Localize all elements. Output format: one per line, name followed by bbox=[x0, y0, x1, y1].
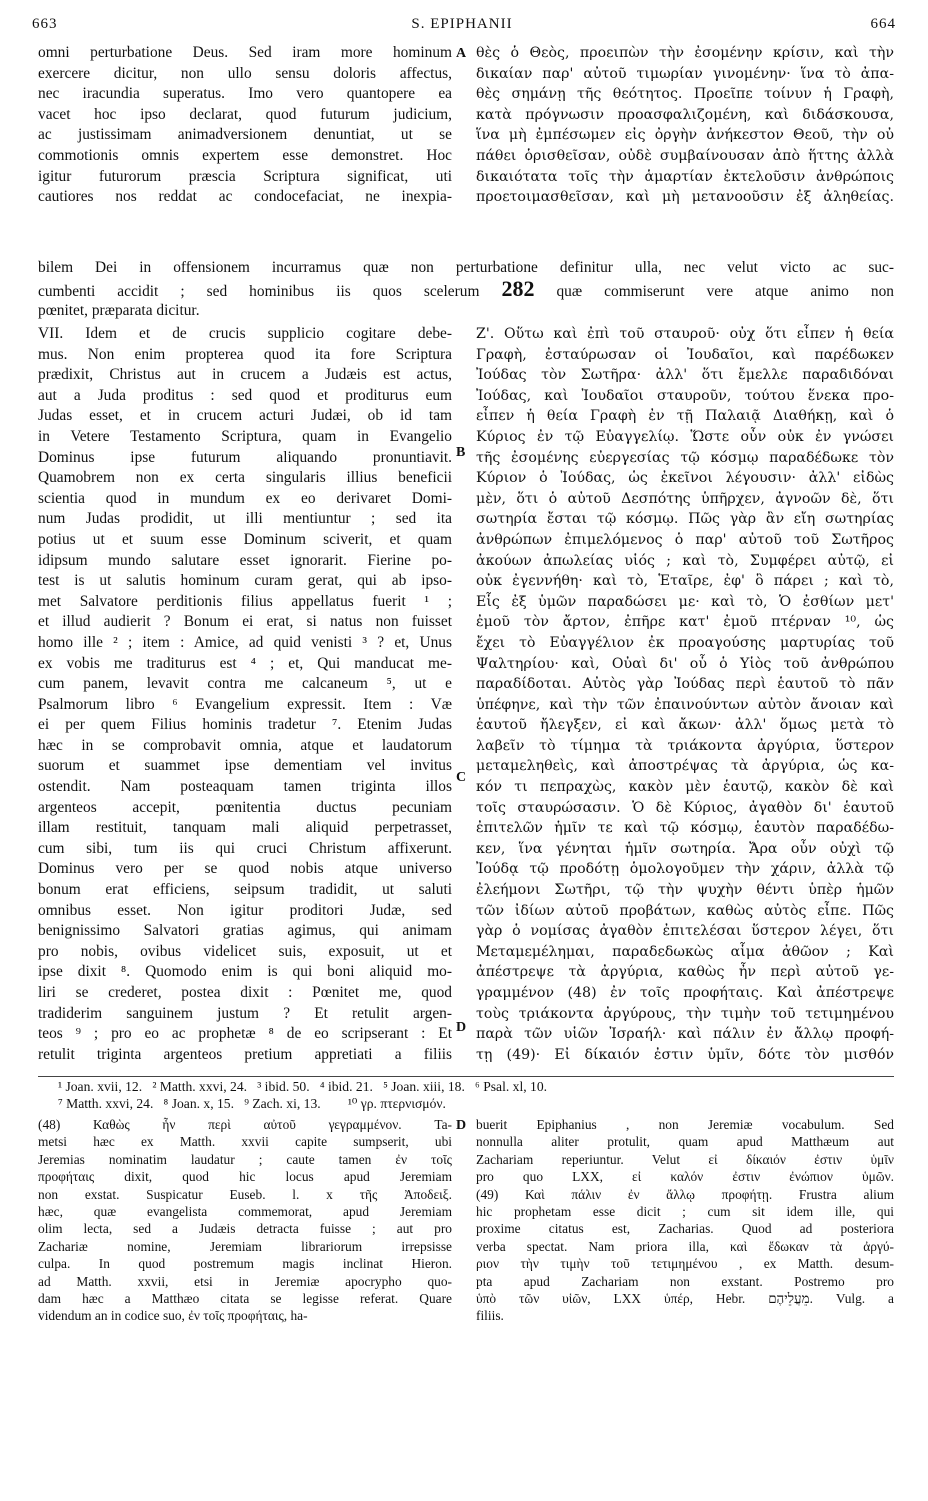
full-width-text bbox=[38, 258, 894, 321]
text-line: exercere dicitur, non ullo sensu doloris affectus, bbox=[38, 64, 452, 82]
text-line: argenteos accepit, pœnitentia ductus pecuniam bbox=[38, 798, 452, 816]
greek-text-line: Εἷς ἐξ ὑμῶν παραδώσει με· καὶ τὸ, Ὁ ἐσθίων μετ' bbox=[476, 593, 894, 610]
greek-text-line: Ψαλτηρίου· καὶ, Οὐαὶ δι' οὗ ὁ Υἱὸς τοῦ ἀνθρώπου bbox=[476, 655, 894, 672]
text-line: homo ille ² ; item : Amice, ad quid venisti ³ ? et, Unus bbox=[38, 633, 452, 651]
text-line: pro nobis, ovibus videlicet suis, exposuit, ut et bbox=[38, 942, 452, 960]
right-column-top bbox=[476, 43, 894, 208]
greek-text-line: δικαίαν παρ' αὐτοῦ τιμωρίαν γινομένην· ἵνα τὸ ἀπα- bbox=[476, 65, 894, 82]
text-line: suorum et suammet ipse dementiam vel invitus bbox=[38, 757, 452, 775]
notes-left-column bbox=[38, 1116, 452, 1325]
greek-text-line: ἑαυτοῦ ἤλεγξεν, εἰ καὶ ἄκων· ἀλλ' ὅμως μετὰ τὸ bbox=[476, 717, 894, 734]
text-line: Dominus ipse futurum aliquando pronuntiavit. bbox=[38, 448, 452, 466]
full-line-part: quæ commiserunt vere atque animo non bbox=[556, 282, 894, 300]
footnote-line: ¹ Joan. xvii, 12. ² Matth. xxvi, 24. ³ ibid. 50. ⁴ ibid. 21. ⁵ Joan. xiii, 18. ⁶ Psal. xl, 10. bbox=[58, 1079, 548, 1094]
note-line: verba spectat. Nam priora illa, καὶ ἔδωκαν τὰ ἀργύ- bbox=[476, 1238, 894, 1254]
note-line: buerit Epiphanius , non Jeremiæ vocabulum. Sed bbox=[476, 1117, 894, 1132]
greek-text-line: ἐπιτελῶν ἡμῖν τε καὶ τῷ κόσμῳ, ἑαυτὸν παραδέδω- bbox=[476, 820, 894, 837]
text-line: commotionis omnis expertem esse demonstret. Hoc bbox=[38, 146, 452, 164]
greek-text-line: κεν, ἵνα γένηται ἡμῖν σωτηρία. Ἄρα οὖν οὐχὶ τῷ bbox=[476, 840, 894, 857]
text-line: igitur futurorum præscia Scriptura significat, uti bbox=[38, 167, 452, 185]
text-line: hæc in se comprobavit omnia, atque et laudatorum bbox=[38, 736, 452, 754]
margin-marker-d: D bbox=[456, 1020, 467, 1035]
greek-text-line: λαβεῖν τὸ τίμημα τὰ τριάκοντα ἀργύρια, ὕστερον bbox=[476, 737, 894, 754]
page-number-right: 664 bbox=[870, 16, 896, 32]
greek-text-line: ἵνα μὴ ἐμπέσωμεν εἰς ὀργὴν ἀνήκεστον Θεοῦ, τὴν οὐ bbox=[476, 127, 894, 144]
margin-marker-c: C bbox=[456, 770, 467, 785]
greek-text-line: ἔχει τὸ Εὐαγγέλιον ἐκ προαγούσης μαρτυρίας τοῦ bbox=[476, 634, 894, 651]
text-line: nec iracundia superatus. Imo vero quantopere ea bbox=[38, 85, 452, 103]
note-line: culpa. In quod postremum magis inclinat Hieron. bbox=[38, 1256, 452, 1272]
text-line: mus. Non enim propterea quod ita fore Scriptura bbox=[38, 345, 452, 363]
footnotes bbox=[58, 1078, 894, 1112]
notes-right-column bbox=[476, 1116, 894, 1325]
text-line: illam restituit, tanquam mali aliquid perpetrasset, bbox=[38, 819, 452, 837]
greek-text-line: μὲν, ὅτι ὁ αὐτοῦ Δεσπότης ὑπῆρχεν, ἀγνοῶν δὲ, ὅτι bbox=[476, 490, 894, 507]
greek-text-line: Ἰούδᾳ τῷ προδότῃ ὁμολογοῦμεν τὴν χάριν, ἀλλὰ τῷ bbox=[476, 861, 894, 878]
greek-text-line: τῶν ἰδίων αὐτοῦ προβάτων, καθὼς αὐτὸς εἶπε. Πῶς bbox=[476, 902, 894, 919]
greek-text-line: Μεταμεμέλημαι, παραδεδωκὼς αἷμα ἀθῶον ; Καὶ bbox=[476, 943, 894, 960]
text-line: Psalmorum libro ⁶ Evangelium expressit. Item : Væ bbox=[38, 695, 452, 713]
note-line: nonnulla aliter protulit, quam apud Matthæum aut bbox=[476, 1134, 894, 1150]
text-line: ipse dixit ⁸. Quomodo enim is qui boni aliquid mo- bbox=[38, 963, 452, 981]
greek-text-line: θὲς σημάνῃ τῆς θεότητος. Προεῖπε τοίνυν ἡ Γραφὴ, bbox=[476, 86, 894, 103]
greek-text-line: πάθει ὁρισθεῖσαν, οὐδὲ συμβαίνουσαν ἀπὸ ἥττης ἀλλὰ bbox=[476, 147, 894, 164]
greek-text-line: οὐκ ἐγεννήθη· καὶ τὸ, Ἑταῖρε, ἐφ' ὃ πάρει ; καὶ τὸ, bbox=[476, 573, 894, 590]
text-line: teos ⁹ ; pro eo ac prophetæ ⁸ de eo scripserant : Et bbox=[38, 1025, 452, 1043]
note-line: filiis. bbox=[476, 1308, 504, 1324]
greek-text-line: σωτηρία ἔσται τῷ κόσμῳ. Πῶς γὰρ ἂν εἴη σωτηρίας bbox=[476, 511, 894, 528]
text-line: omnibus esset. Non igitur proditori Judæ, sed bbox=[38, 901, 452, 919]
text-line: VII. Idem et de crucis supplicio cogitare debe- bbox=[38, 325, 452, 342]
greek-text-line: ἐμοῦ τὸν ἄρτον, ἐπῆρε κατ' ἐμοῦ πτέρναν ¹⁰, ὡς bbox=[476, 614, 894, 631]
text-line: cum panem, levavit contra me calcaneum ⁵, ut e bbox=[38, 675, 452, 693]
text-line: scientia quod in mundum ex eo derivaret Domi- bbox=[38, 489, 452, 507]
note-line: (48) Καθὼς ἦν περὶ αὐτοῦ γεγραμμένον. Ta- bbox=[38, 1117, 452, 1132]
greek-text-line: κατὰ πρόγνωσιν προασφαλιζομένη, καὶ διδάσκουσα, bbox=[476, 106, 894, 123]
text-line: retulit triginta argenteos pretium appretiati a filiis bbox=[38, 1045, 452, 1063]
text-line: tradiderim sanguinem justum ? Et retulit argen- bbox=[38, 1004, 452, 1022]
full-line-part: cumbenti accidit ; sed hominibus iis quos scelerum bbox=[38, 282, 480, 300]
full-line: bilem Dei in offensionem incurramus quæ non perturbatione definitur ulla, nec velut victo ac suc- bbox=[38, 259, 894, 276]
running-header bbox=[22, 8, 902, 38]
greek-text-line: ἀνθρώπων ἐπιμελόμενος ὁ παρ' αὐτοῦ τοῦ Σωτῆρος bbox=[476, 531, 894, 548]
text-line: ac justissimam animadversionem denuntiat, ut se bbox=[38, 126, 452, 144]
note-line: proxime citatus est, Zacharias. Quod ad posteriora bbox=[476, 1221, 894, 1237]
greek-text-line: δικαιότατα τοῖς τὴν ἁμαρτίαν ἐκτελοῦσιν ἀνθρώποις bbox=[476, 168, 894, 185]
greek-text-line: Κύριον ὁ Ἰούδας, ὡς ἐκεῖνοι λέγουσιν· ἀλλ' εἰδὼς bbox=[476, 470, 894, 487]
note-line: videndum an in codice suo, ἐν τοῖς προφήταις, ha- bbox=[38, 1308, 308, 1324]
note-line: metsi hæc ex Matth. xxvii capite sumpserit, ubi bbox=[38, 1134, 452, 1150]
greek-text-line: προετοιμασθεῖσαν, καὶ μὴ μετανοοῦσιν ἐξ ἀληθείας. bbox=[476, 189, 894, 206]
text-line: vacet hoc ipso declarat, quod futurum judicium, bbox=[38, 105, 452, 123]
full-line: pœnitet, præparata dicitur. bbox=[38, 301, 200, 319]
greek-text-line: Ἰούδας, καὶ Ἰουδαῖοι σταυροῦν, τούτου ἕνεκα προ- bbox=[476, 387, 894, 404]
note-line: non exstat. Suspicatur Euseb. l. x τῆς Ἀποδειξ. bbox=[38, 1186, 452, 1202]
greek-text-line: ὑπέφηνε, καὶ τὴν τῶν ἐπαινούντων αὐτὸν ἄνοιαν καὶ bbox=[476, 696, 894, 713]
greek-text-line: ἀκούων ἀπωλείας υἱός ; καὶ τὸ, Συμφέρει αὐτῷ, εἰ bbox=[476, 552, 894, 569]
right-column-main bbox=[476, 324, 894, 1065]
text-line: potius ut et suum esse Dominum sciverit, et quam bbox=[38, 530, 452, 548]
note-line: hic prophetam esse dicit ; cum sit idem ille, qui bbox=[476, 1203, 894, 1219]
text-line: ei per quem Filius hominis tradetur ⁷. Etenim Judas bbox=[38, 716, 452, 734]
footnote-line: ⁷ Matth. xxvi, 24. ⁸ Joan. x, 15. ⁹ Zach. xi, 13. ¹⁰ γρ. πτερνισμόν. bbox=[58, 1096, 446, 1111]
text-line: bonum erat efficiens, seipsum tradidit, ut saluti bbox=[38, 881, 452, 899]
greek-text-line: Γραφὴ, ἐσταύρωσαν οἱ Ἰουδαῖοι, καὶ παρέδωκεν bbox=[476, 346, 894, 363]
greek-text-line: παραδίδοται. Αὐτὸς γὰρ Ἰούδας περὶ ἑαυτοῦ τὸ πᾶν bbox=[476, 676, 894, 693]
page-title: S. EPIPHANII bbox=[411, 16, 513, 32]
text-line: test is ut salutis hominum curam gerat, qui ab ipso- bbox=[38, 572, 452, 590]
left-column-top bbox=[38, 43, 452, 208]
greek-text-line: τοὺς τριάκοντα ἀργύρους, τὴν τιμὴν τοῦ τετιμημένου bbox=[476, 1005, 894, 1022]
text-line: ex vobis me traditurus est ⁴ ; et, Qui manducat me- bbox=[38, 654, 452, 672]
text-line: prædixit, Christus aut in crucem a Judæis est actus, bbox=[38, 366, 452, 384]
greek-text-line: παρὰ τῶν υἱῶν Ἰσραήλ· καὶ πάλιν ἐν ἄλλῳ προφή- bbox=[476, 1026, 894, 1043]
page-number-left: 663 bbox=[32, 16, 58, 32]
note-line: Jeremias nominatim laudatur ; caute tamen ἐν τοῖς bbox=[38, 1151, 452, 1167]
note-line: (49) Καὶ πάλιν ἐν ἄλλῳ προφήτῃ. Frustra alium bbox=[476, 1186, 894, 1202]
margin-marker-d-notes: D bbox=[456, 1118, 467, 1133]
greek-text-line: Ἰούδας τὸν Σωτῆρα· ἀλλ' ὅτι ἔμελλε παραδιδόναι bbox=[476, 367, 894, 384]
text-line: omni perturbatione Deus. Sed iram more hominum bbox=[38, 44, 452, 61]
text-line: Dominus vero per se quod nobis atque universo bbox=[38, 860, 452, 878]
note-line: dam hæc a Matthæo citata se legisse referat. Quare bbox=[38, 1290, 452, 1306]
greek-text-line: γὰρ ὁ νομίσας ἀγαθὸν ἐπιτελέσαι ὕστερον λέγει, ὅτι bbox=[476, 923, 894, 940]
full-line-with-column-number bbox=[38, 279, 894, 301]
text-line: Quamobrem non ex certa singularis illius beneficii bbox=[38, 469, 452, 487]
footnote-rule bbox=[38, 1076, 894, 1077]
text-line: aut a Juda proditus : sed quod et proditurus eum bbox=[38, 386, 452, 404]
greek-text-line: εἶπεν ἡ θεία Γραφὴ ἐν τῇ Παλαιᾷ Διαθήκῃ, καὶ ὁ bbox=[476, 408, 894, 425]
text-line: liri se crederet, postea dixit : Pœnitet me, quod bbox=[38, 984, 452, 1001]
greek-text-line: τῆς ἐσομένης εὐεργεσίας τῷ κόσμῳ παραδέδωκε τὸν bbox=[476, 449, 894, 466]
text-line: ostendit. Nam posteaquam tamen triginta illos bbox=[38, 778, 452, 796]
text-line: et illud audierit ? Bonum ei erat, si natus non fuisset bbox=[38, 613, 452, 631]
column-number: 282 bbox=[501, 278, 535, 301]
note-line: pro quo LXX, εἰ καλόν ἐστιν ἐνώπιον ὑμῶν. bbox=[476, 1169, 894, 1185]
greek-text-line: κόν τι πεπραχὼς, κακὸν μὲν ἑαυτῷ, κακὸν δὲ καὶ bbox=[476, 779, 894, 796]
greek-text-line: μεταμεληθεὶς, καὶ ἀποστρέψας τὰ ἀργύρια, ὡς κα- bbox=[476, 758, 894, 775]
note-line: προφήταις dixit, quod hic locus apud Jeremiam bbox=[38, 1169, 452, 1185]
note-line: Zachariam reperiuntur. Velut εἰ δίκαιόν ἐστιν ὑμῖν bbox=[476, 1151, 894, 1167]
left-column-main bbox=[38, 324, 452, 1065]
greek-text-line: τοῖς σταυρώσασιν. Ὁ δὲ Κύριος, ἀγαθὸν δι' ἑαυτοῦ bbox=[476, 799, 894, 816]
greek-text-line: γραμμένον (48) ἐν τοῖς προφήταις. Καὶ ἀπέστρεψε bbox=[476, 985, 894, 1001]
note-line: pta apud Zachariam non exstant. Postremo pro bbox=[476, 1273, 894, 1289]
greek-text-line: ἐλεήμονι Σωτῆρι, τῷ τὴν ψυχὴν θέντι ὑπὲρ ἡμῶν bbox=[476, 882, 894, 899]
note-line: Zachariæ nomine, Jeremiam librariorum irrepsisse bbox=[38, 1238, 452, 1254]
text-line: benignissimo Salvatori gratias agimus, qui animam bbox=[38, 922, 452, 940]
margin-marker-a: A bbox=[456, 46, 467, 61]
text-line: Judas esset, et in crucem acturi Judæi, ob id tam bbox=[38, 407, 452, 425]
note-line: ad Matth. xxvii, etsi in Jeremiæ apocrypho quo- bbox=[38, 1273, 452, 1289]
note-line: hæc, quæ evangelista commemorat, apud Jeremiam bbox=[38, 1203, 452, 1219]
greek-text-line: θὲς ὁ Θεὸς, προειπὼν τὴν ἐσομένην κρίσιν, καὶ τὴν bbox=[476, 45, 894, 61]
greek-text-line: ἀπέστρεψε τὰ ἀργύρια, καθὼς ἦν περὶ αὐτοῦ γε- bbox=[476, 964, 894, 981]
note-line: ὑπὸ τῶν υἱῶν, LXX ὑπέρ, Hebr. מֵעֲלֵיהֶם. Vulg. a bbox=[476, 1290, 894, 1306]
greek-text-line: Ζ'. Οὕτω καὶ ἐπὶ τοῦ σταυροῦ· οὐχ ὅτι εἶπεν ἡ θεία bbox=[476, 326, 894, 342]
text-line: met Salvatore perditionis filius appellatus fuerit ¹ ; bbox=[38, 592, 452, 610]
text-line: idipsum mundo salutare esset ignorarit. Fierine po- bbox=[38, 551, 452, 569]
text-line: num Judas prodidit, ut illi mentiuntur ; sed ita bbox=[38, 510, 452, 528]
greek-text-line: Κύριος ἐν τῷ Εὐαγγελίῳ. Ὥστε οὖν οὐκ ἐν γνώσει bbox=[476, 428, 894, 445]
text-line: cautiores nos reddat ac condocefaciat, ne inexpia- bbox=[38, 188, 452, 206]
margin-marker-b: B bbox=[456, 445, 466, 460]
text-line: cum sibi, tum iis qui cruci Christum affixerunt. bbox=[38, 839, 452, 857]
note-line: ριον τὴν τιμὴν τοῦ τετιμημένου , ex Matth. desum- bbox=[476, 1256, 894, 1272]
text-line: in Vetere Testamento Scriptura, quam in Evangelio bbox=[38, 427, 452, 445]
greek-text-line: τῃ (49)· Εἰ δίκαιόν ἐστιν ὑμῖν, δότε τὸν μισθόν bbox=[476, 1046, 894, 1063]
note-line: olim lecta, sed a Judæis detracta fuisse ; aut pro bbox=[38, 1221, 452, 1237]
